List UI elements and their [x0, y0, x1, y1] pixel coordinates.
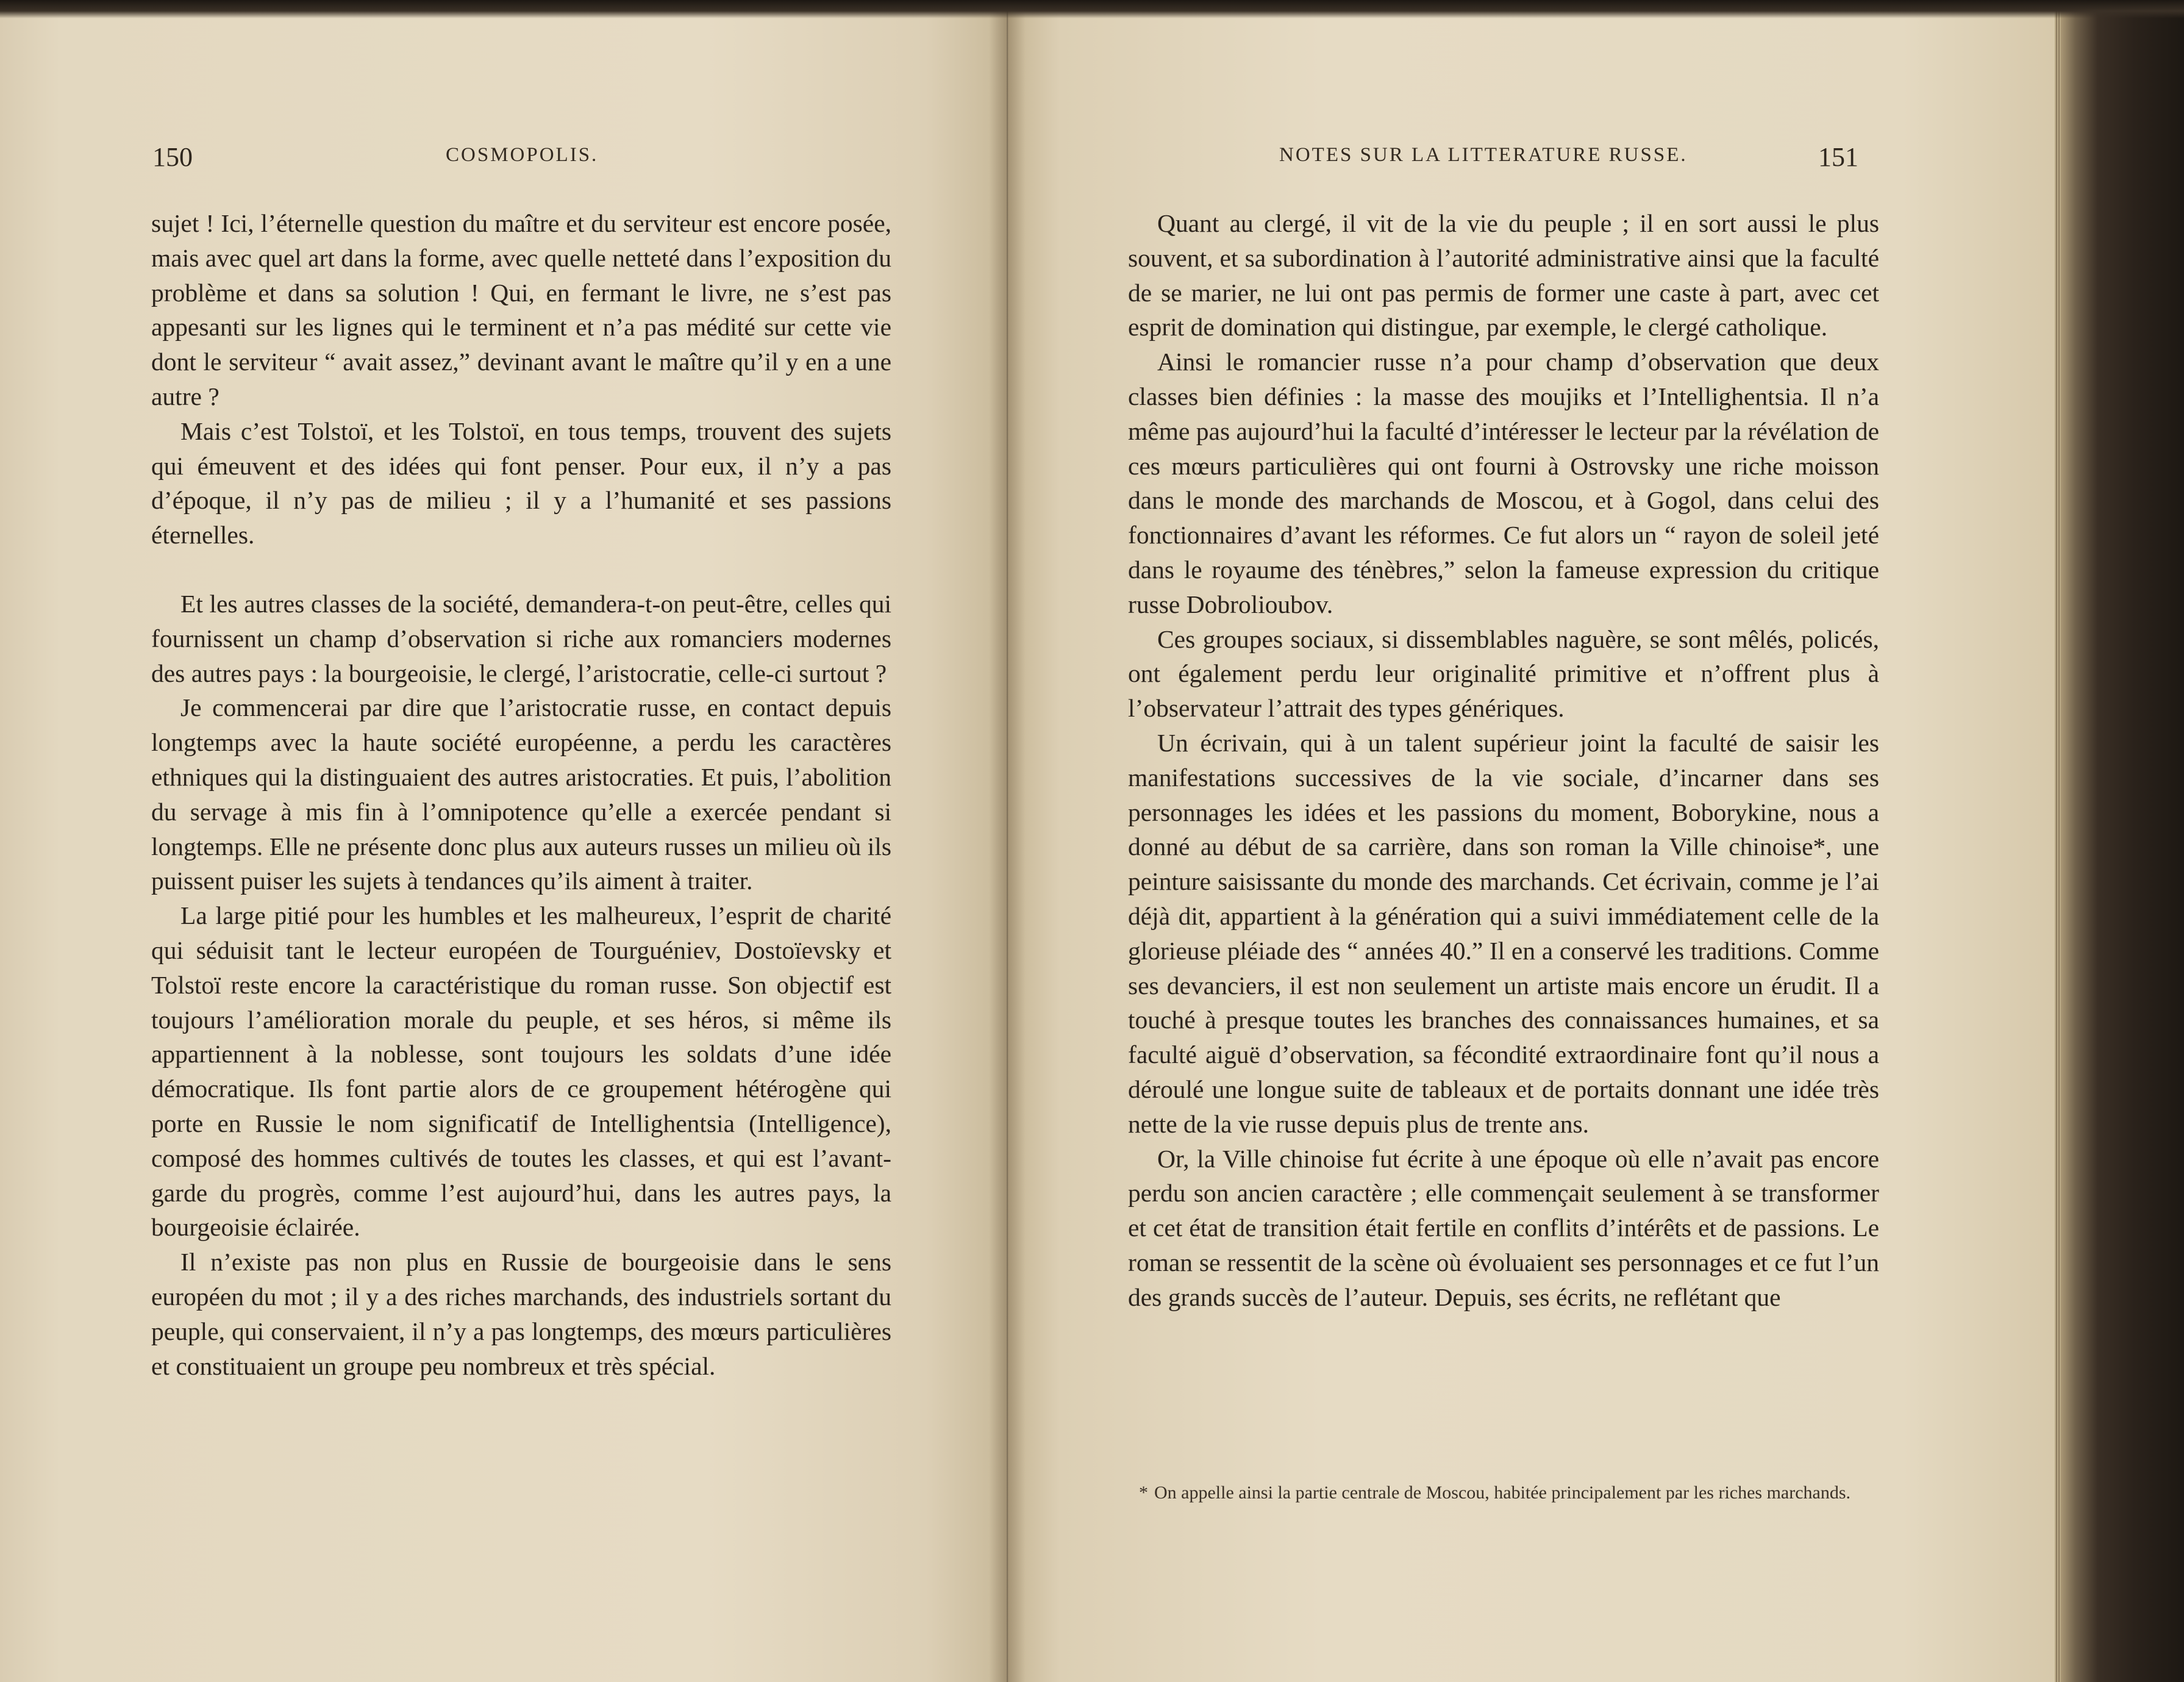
book-top-shadow: [0, 0, 2184, 18]
book-cover-edge: [2061, 0, 2184, 1682]
right-running-head: NOTES SUR LA LITTERATURE RUSSE.: [1279, 144, 1688, 166]
book-gutter: [989, 11, 1026, 1682]
left-paragraph-1: sujet ! Ici, l’éternelle question du maître et du serviteur est encore posée, mais avec quel art dans la forme, avec quelle netteté dans l’exposition du problème et dans sa solution ! Qui, en fermant le livre, ne s’est pas appesanti sur les lignes qui le terminent et n’a pas médité sur cette vie dont le serviteur “ avait assez,” devinant avant le maître qu’il y en a une autre ?: [151, 209, 891, 410]
footnote: [1139, 1480, 1871, 1506]
right-page-number: 151: [1818, 142, 1858, 172]
left-running-head: COSMOPOLIS.: [446, 144, 599, 166]
left-page-number: 150: [152, 142, 193, 172]
footnote-text: On appelle ainsi la partie centrale de Moscou, habitée principalement par les riches marchands.: [1154, 1483, 1851, 1503]
left-page: [0, 11, 1007, 1682]
left-paragraph-3: Et les autres classes de la société, demandera-t-on peut-être, celles qui fournissent un champ d’observation si riche aux romanciers modernes des autres pays : la bourgeoisie, le clergé, l’aristocratie, celle-ci surtout ?: [151, 589, 891, 687]
right-paragraph-5: Or, la Ville chinoise fut écrite à une époque où elle n’avait pas encore perdu son ancien caractère ; elle commençait seulement à se transformer et cet état de transition était fertile en conflits d’intérêts et de passions. Le roman se ressentit de la scène où évoluaient ses personnages et ce fut l’un des grands succès de l’auteur. Depuis, ses écrits, ne reflétant que: [1128, 1144, 1879, 1311]
right-paragraph-1: Quant au clergé, il vit de la vie du peuple ; il en sort aussi le plus souvent, et sa subordination à l’autorité administrative ainsi que la faculté de se marier, ne lui ont pas permis de former une caste à part, avec cet esprit de domination qui distingue, par exemple, le clergé catholique.: [1128, 209, 1879, 342]
left-paragraph-4: Je commencerai par dire que l’aristocratie russe, en contact depuis longtemps avec la haute société européenne, a perdu les caractères ethniques qui la distinguaient des autres aristocraties. Et puis, l’abolition du servage à mis fin à l’omnipotence qu’elle a exercée pendant si longtemps. Elle ne présente donc plus aux auteurs russes un milieu où ils puissent puiser les sujets à tendances qu’ils aiment à traiter.: [151, 693, 891, 895]
left-paragraph-5: La large pitié pour les humbles et les malheureux, l’esprit de charité qui séduisit tant le lecteur européen de Tourguéniev, Dostoïevsky et Tolstoï reste encore la caractéristique du roman russe. Son objectif est toujours l’amélioration morale du peuple, et ses héros, si même ils appartiennent à la noblesse, sont toujours les soldats d’une idée démocratique. Ils font partie alors de ce groupement hétérogène qui porte en Russie le nom significatif de Intellighentsia (Intelligence), composé des hommes cultivés de toutes les classes, et qui est l’avant-garde du progrès, comme l’est aujourd’hui, dans les autres pays, la bourgeoisie éclairée.: [151, 901, 891, 1242]
right-text-column: [1128, 206, 1879, 1315]
left-paragraph-6: Il n’existe pas non plus en Russie de bourgeoisie dans le sens européen du mot ; il y a des riches marchands, des industriels sortant du peuple, qui conservaient, il n’y a pas longtemps, des mœurs particulières et constituaient un groupe peu nombreux et très spécial.: [151, 1248, 891, 1380]
left-paragraph-2: Mais c’est Tolstoï, et les Tolstoï, en tous temps, trouvent des sujets qui émeuvent et des idées qui font penser. Pour eux, il n’y a pas d’époque, il n’y pas de milieu ; il y a l’humanité et ses passions éternelles.: [151, 417, 891, 549]
left-text-column: [151, 206, 891, 1383]
footnote-mark: *: [1139, 1483, 1148, 1503]
right-paragraph-3: Ces groupes sociaux, si dissemblables naguère, se sont mêlés, policés, ont également perdu leur originalité primitive et n’offrent plus à l’observateur l’attrait des types génériques.: [1128, 624, 1879, 723]
right-paragraph-2: Ainsi le romancier russe n’a pour champ d’observation que deux classes bien définies : la masse des moujiks et l’Intellighentsia. Il n’a même pas aujourd’hui la faculté d’intéresser le lecteur par la révélation de ces mœurs particulières qui ont fourni à Ostrovsky une riche moisson dans le monde des marchands de Moscou, et à Gogol, dans celui des fonctionnaires d’avant les réformes. Ce fut alors un “ rayon de soleil jeté dans le royaume des ténèbres,” selon la fameuse expression du critique russe Dobrolioubov.: [1128, 348, 1879, 618]
right-page: [1007, 11, 2061, 1682]
right-paragraph-4: Un écrivain, qui à un talent supérieur joint la faculté de saisir les manifestations successives de la vie sociale, d’incarner dans ses personnages les idées et les passions du moment, Boborykine, nous a donné au début de sa carrière, dans son roman la Ville chinoise*, une peinture saisissante du monde des marchands. Cet écrivain, comme je l’ai déjà dit, appartient à la génération qui a suivi immédiatement celle de la glorieuse pléiade des “ années 40.” Il en a conservé les traditions. Comme ses devanciers, il est non seulement un artiste mais encore un érudit. Il a touché à presque toutes les branches des connaissances humaines, et sa faculté aiguë d’observation, sa fécondité extraordinaire font qu’il nous a déroulé une longue suite de tableaux et de portaits donnant une idée très nette de la vie russe depuis plus de trente ans.: [1128, 728, 1879, 1138]
